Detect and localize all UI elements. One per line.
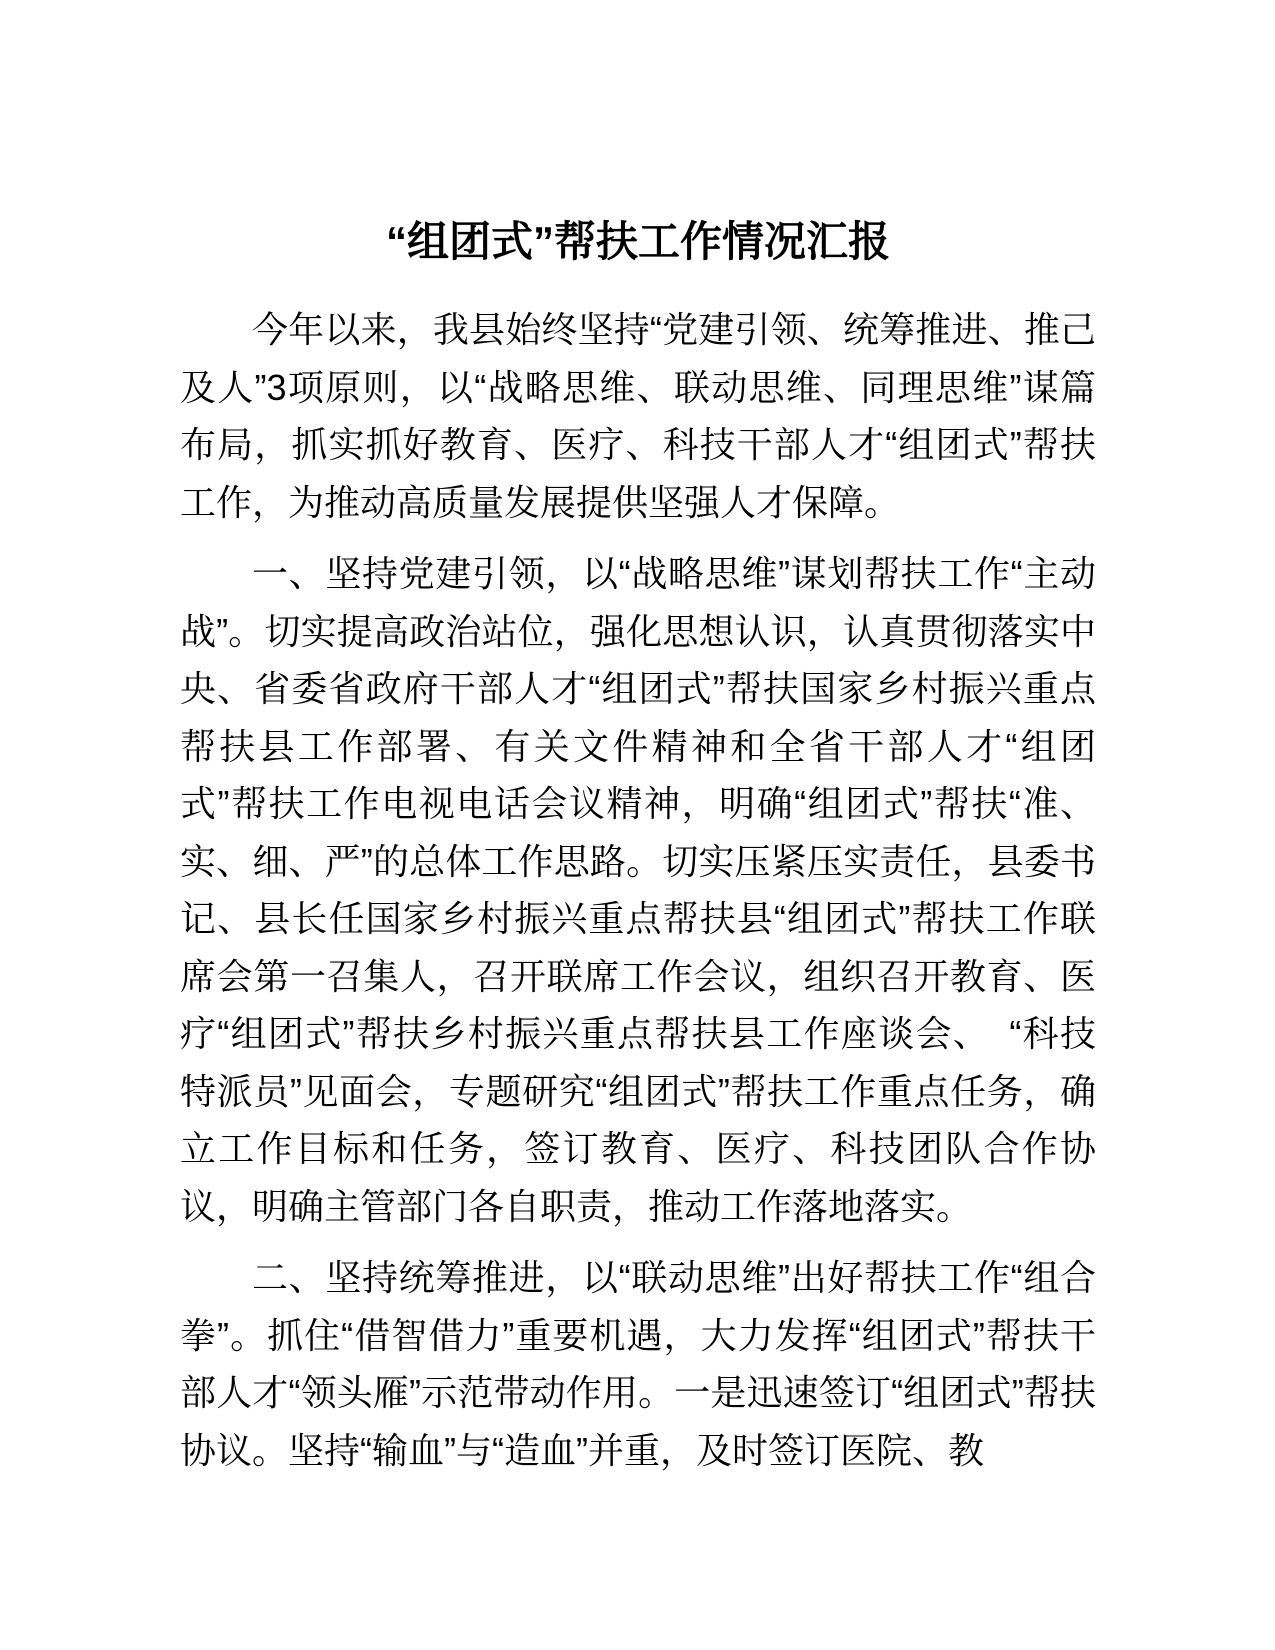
document-title: “组团式”帮扶工作情况汇报	[385, 218, 890, 265]
document-content	[180, 212, 1096, 1479]
body-paragraph-intro: 今年以来，我县始终坚持“党建引领、统筹推进、推己及人”3项原则，以“战略思维、联动思维、同理思维”谋篇布局，抓实抓好教育、医疗、科技干部人才“组团式”帮扶工作，为推动高质量发展提供坚强人才保障。	[180, 309, 1096, 523]
body-paragraph-section-two: 二、坚持统筹推进，以“联动思维”出好帮扶工作“组合拳”。抓住“借智借力”重要机遇，大力发挥“组团式”帮扶干部人才“领头雁”示范带动作用。一是迅速签订“组团式”帮扶协议。坚持“输血”与“造血”并重，及时签订医院、教	[180, 1257, 1096, 1471]
body-paragraph-section-one: 一、坚持党建引领，以“战略思维”谋划帮扶工作“主动战”。切实提高政治站位，强化思想认识，认真贯彻落实中央、省委省政府干部人才“组团式”帮扶国家乡村振兴重点帮扶县工作部署、有关文件精神和全省干部人才“组团式”帮扶工作电视电话会议精神，明确“组团式”帮扶“准、实、细、严”的总体工作思路。切实压紧压实责任，县委书记、县长任国家乡村振兴重点帮扶县“组团式”帮扶工作联席会第一召集人，召开联席工作会议，组织召开教育、医疗“组团式”帮扶乡村振兴重点帮扶县工作座谈会、 “科技特派员”见面会，专题研究“组团式”帮扶工作重点任务，确立工作目标和任务，签订教育、医疗、科技团队合作协议，明确主管部门各自职责，推动工作落地落实。	[180, 553, 1096, 1227]
